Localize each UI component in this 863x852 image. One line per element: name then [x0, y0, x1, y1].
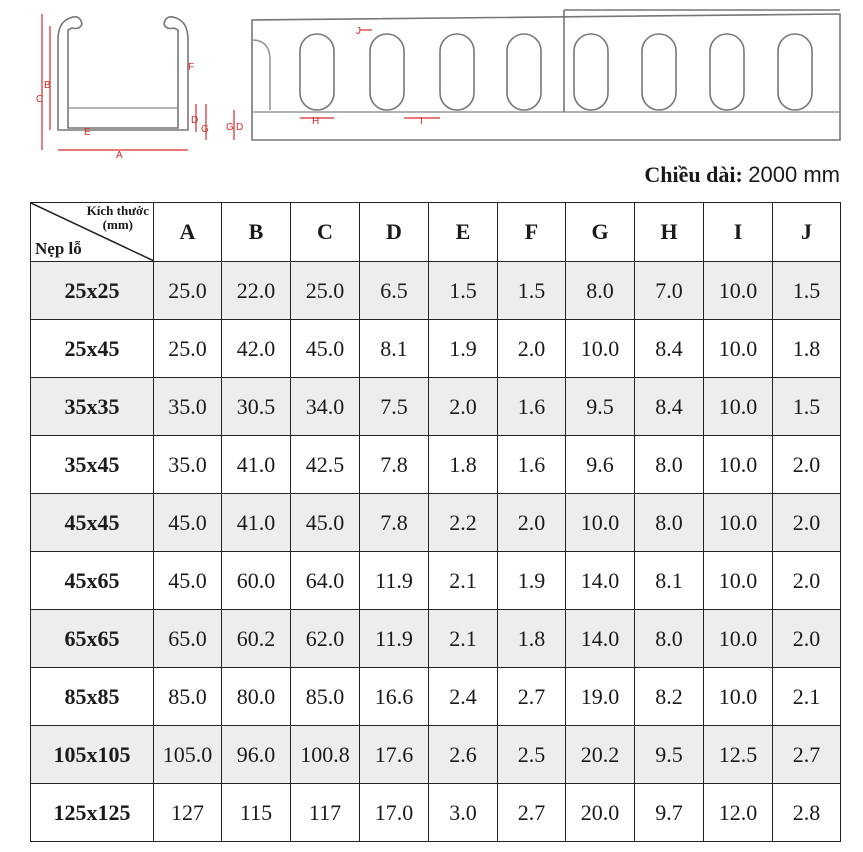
col-header-j: J: [773, 203, 841, 262]
table-cell: 127: [154, 784, 222, 842]
header-row: [31, 203, 841, 262]
table-cell: 65.0: [154, 610, 222, 668]
length-value: 2000 mm: [748, 162, 840, 187]
table-cell: 2.0: [773, 494, 841, 552]
table-cell: 9.5: [635, 726, 704, 784]
table-cell: 10.0: [704, 610, 773, 668]
table-cell: 35.0: [154, 436, 222, 494]
table-cell: 14.0: [566, 552, 635, 610]
table-cell: 8.1: [360, 320, 429, 378]
table-cell: 2.7: [498, 668, 566, 726]
table-cell: 2.0: [773, 552, 841, 610]
table-cell: 41.0: [222, 436, 291, 494]
table-cell: 85.0: [291, 668, 360, 726]
table-cell: 62.0: [291, 610, 360, 668]
table-cell: 2.1: [429, 552, 498, 610]
svg-text:D: D: [236, 122, 244, 133]
table-cell: 1.8: [773, 320, 841, 378]
table-row: [31, 668, 841, 726]
table-cell: 9.7: [635, 784, 704, 842]
col-header-a: A: [154, 203, 222, 262]
table-cell: 2.7: [498, 784, 566, 842]
table-cell: 2.8: [773, 784, 841, 842]
col-header-d: D: [360, 203, 429, 262]
table-cell: 8.0: [635, 436, 704, 494]
table-cell: 8.0: [566, 262, 635, 320]
col-header-f: F: [498, 203, 566, 262]
table-cell: 10.0: [704, 436, 773, 494]
table-row: [31, 262, 841, 320]
table-cell: 1.9: [429, 320, 498, 378]
table-cell: 20.0: [566, 784, 635, 842]
table-row: [31, 784, 841, 842]
table-cell: 1.6: [498, 436, 566, 494]
svg-text:I: I: [420, 116, 423, 127]
svg-text:G: G: [201, 124, 209, 135]
table-cell: 35.0: [154, 378, 222, 436]
table-cell: 16.6: [360, 668, 429, 726]
table-cell: 1.5: [773, 378, 841, 436]
table-cell: 2.7: [773, 726, 841, 784]
table-cell: 60.0: [222, 552, 291, 610]
table-cell: 8.0: [635, 610, 704, 668]
table-cell: 1.5: [773, 262, 841, 320]
duct-slots: [300, 34, 812, 110]
svg-text:E: E: [84, 127, 91, 138]
row-size-label: 65x65: [31, 610, 154, 668]
svg-text:D: D: [191, 115, 199, 126]
table-cell: 96.0: [222, 726, 291, 784]
table-cell: 12.5: [704, 726, 773, 784]
row-size-label: 25x45: [31, 320, 154, 378]
table-row: [31, 552, 841, 610]
svg-text:B: B: [44, 80, 51, 91]
table-cell: 100.8: [291, 726, 360, 784]
table-cell: 1.5: [498, 262, 566, 320]
table-cell: 45.0: [154, 494, 222, 552]
table-cell: 17.6: [360, 726, 429, 784]
table-cell: 2.6: [429, 726, 498, 784]
table-cell: 2.2: [429, 494, 498, 552]
table-cell: 17.0: [360, 784, 429, 842]
table-row: [31, 320, 841, 378]
table-cell: 10.0: [704, 494, 773, 552]
table-cell: 2.0: [773, 610, 841, 668]
table-cell: 7.8: [360, 436, 429, 494]
table-cell: 60.2: [222, 610, 291, 668]
svg-text:H: H: [312, 116, 320, 127]
table-cell: 1.8: [498, 610, 566, 668]
table-cell: 2.0: [498, 494, 566, 552]
svg-text:F: F: [188, 62, 195, 73]
table-cell: 2.0: [429, 378, 498, 436]
table-cell: 14.0: [566, 610, 635, 668]
table-cell: 10.0: [566, 320, 635, 378]
svg-text:J: J: [356, 26, 361, 37]
col-header-b: B: [222, 203, 291, 262]
table-cell: 25.0: [291, 262, 360, 320]
table-cell: 2.1: [773, 668, 841, 726]
table-cell: 8.0: [635, 494, 704, 552]
row-size-label: 35x35: [31, 378, 154, 436]
table-cell: 45.0: [291, 494, 360, 552]
table-cell: 105.0: [154, 726, 222, 784]
row-size-label: 105x105: [31, 726, 154, 784]
table-cell: 80.0: [222, 668, 291, 726]
table-cell: 85.0: [154, 668, 222, 726]
table-cell: 1.6: [498, 378, 566, 436]
table-cell: 1.9: [498, 552, 566, 610]
table-cell: 3.0: [429, 784, 498, 842]
table-row: [31, 610, 841, 668]
table-cell: 7.8: [360, 494, 429, 552]
table-cell: 1.8: [429, 436, 498, 494]
table-cell: 1.5: [429, 262, 498, 320]
duct-diagram: [0, 0, 863, 160]
table-cell: 11.9: [360, 610, 429, 668]
row-size-label: 45x45: [31, 494, 154, 552]
table-cell: 2.0: [773, 436, 841, 494]
table-cell: 42.5: [291, 436, 360, 494]
table-row: [31, 494, 841, 552]
table-cell: 42.0: [222, 320, 291, 378]
table-cell: 8.1: [635, 552, 704, 610]
table-cell: 2.0: [498, 320, 566, 378]
table-row: [31, 726, 841, 784]
length-label: Chiều dài:: [644, 162, 743, 187]
table-cell: 2.4: [429, 668, 498, 726]
table-cell: 12.0: [704, 784, 773, 842]
col-header-i: I: [704, 203, 773, 262]
table-cell: 6.5: [360, 262, 429, 320]
table-cell: 10.0: [704, 262, 773, 320]
table-cell: 9.5: [566, 378, 635, 436]
table-cell: 11.9: [360, 552, 429, 610]
col-header-g: G: [566, 203, 635, 262]
table-cell: 22.0: [222, 262, 291, 320]
svg-text:A: A: [116, 150, 123, 160]
table-cell: 10.0: [704, 320, 773, 378]
table-cell: 45.0: [291, 320, 360, 378]
table-cell: 30.5: [222, 378, 291, 436]
spec-table: [30, 202, 841, 842]
table-cell: 8.2: [635, 668, 704, 726]
table-cell: 10.0: [566, 494, 635, 552]
table-cell: 2.5: [498, 726, 566, 784]
table-cell: 19.0: [566, 668, 635, 726]
table-cell: 7.5: [360, 378, 429, 436]
table-cell: 25.0: [154, 320, 222, 378]
table-row: [31, 436, 841, 494]
duct-cross-section: [58, 17, 188, 130]
table-cell: 64.0: [291, 552, 360, 610]
table-cell: 8.4: [635, 378, 704, 436]
table-cell: 2.1: [429, 610, 498, 668]
col-header-h: H: [635, 203, 704, 262]
corner-bottom-label: Nẹp lỗ: [35, 239, 82, 258]
corner-top-label: Kích thước (mm): [86, 203, 149, 232]
table-cell: 45.0: [154, 552, 222, 610]
row-size-label: 85x85: [31, 668, 154, 726]
table-row: [31, 378, 841, 436]
table-cell: 10.0: [704, 552, 773, 610]
col-header-c: C: [291, 203, 360, 262]
table-cell: 8.4: [635, 320, 704, 378]
row-size-label: 25x25: [31, 262, 154, 320]
table-cell: 117: [291, 784, 360, 842]
corner-header: [31, 203, 154, 262]
col-header-e: E: [429, 203, 498, 262]
table-cell: 41.0: [222, 494, 291, 552]
row-size-label: 45x65: [31, 552, 154, 610]
table-cell: 10.0: [704, 378, 773, 436]
table-cell: 10.0: [704, 668, 773, 726]
table-cell: 34.0: [291, 378, 360, 436]
row-size-label: 125x125: [31, 784, 154, 842]
table-cell: 25.0: [154, 262, 222, 320]
row-size-label: 35x45: [31, 436, 154, 494]
table-cell: 115: [222, 784, 291, 842]
length-caption: [644, 160, 840, 190]
table-cell: 20.2: [566, 726, 635, 784]
duct-side-view: [252, 14, 840, 140]
svg-text:G: G: [226, 122, 234, 133]
table-cell: 7.0: [635, 262, 704, 320]
svg-text:C: C: [36, 94, 44, 105]
table-cell: 9.6: [566, 436, 635, 494]
